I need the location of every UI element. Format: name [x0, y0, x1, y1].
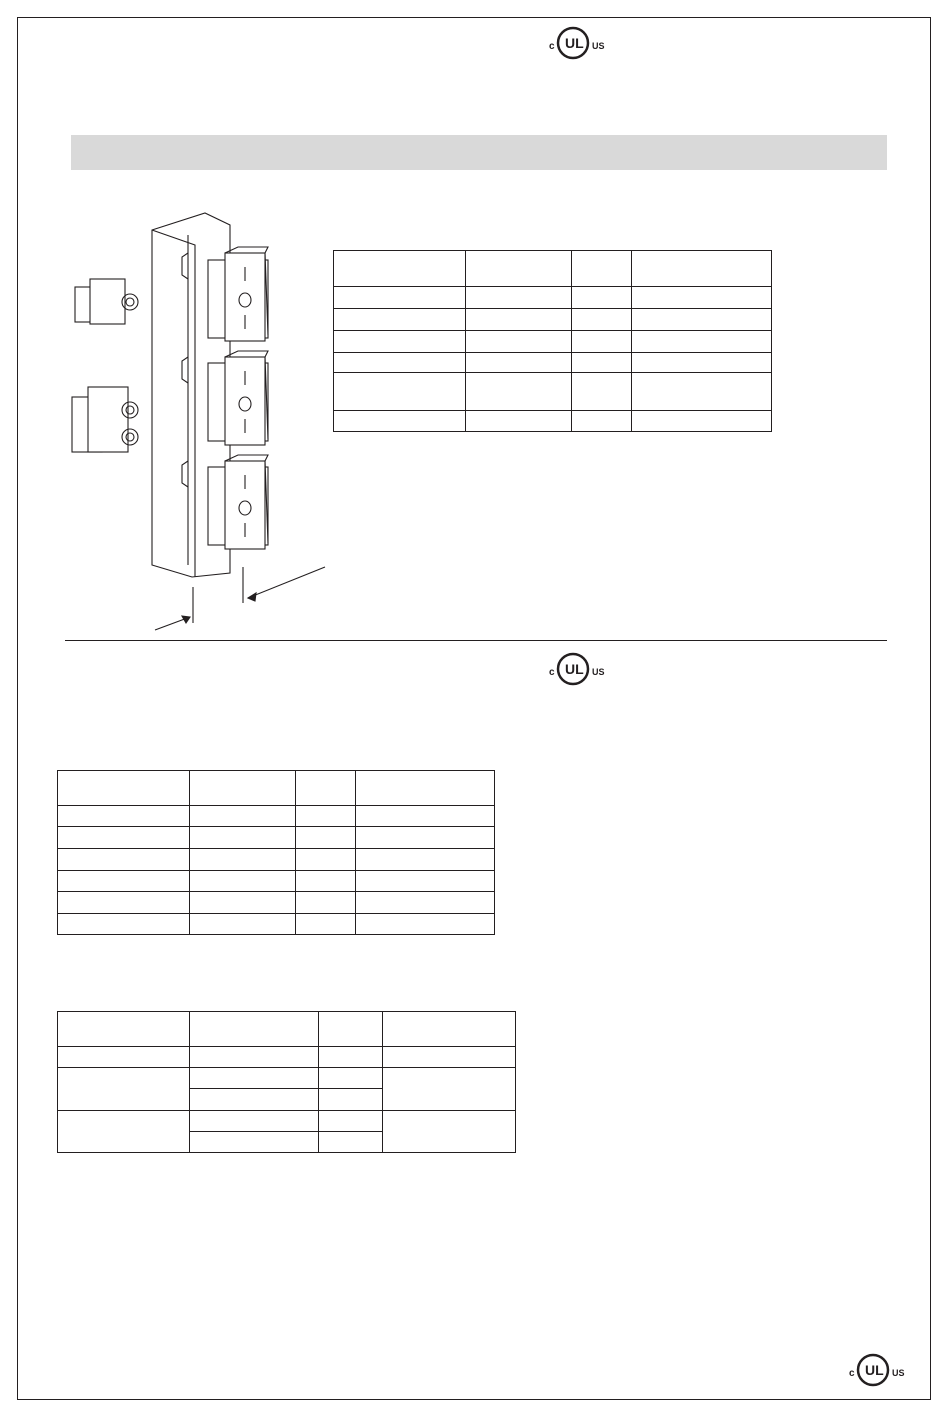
table-cell	[190, 771, 296, 806]
table-cell	[296, 849, 356, 871]
table-cell	[190, 1089, 319, 1111]
table-cell	[334, 331, 466, 353]
table-cell	[190, 849, 296, 871]
ul-certification-mark-top	[545, 25, 615, 61]
table-cell	[466, 331, 572, 353]
table-cell	[319, 1089, 383, 1111]
c-label: c	[849, 1368, 855, 1379]
table-cell	[383, 1047, 516, 1068]
table-cell	[58, 892, 190, 914]
table-cell	[334, 373, 466, 411]
table-cell	[296, 892, 356, 914]
table-cell	[632, 251, 772, 287]
table-cell	[190, 871, 296, 892]
table-cell	[190, 1012, 319, 1047]
table-cell	[319, 1012, 383, 1047]
table-cell	[319, 1068, 383, 1089]
table-cell	[190, 892, 296, 914]
table-cell-merged	[58, 1111, 190, 1153]
fuse-holder-1	[208, 247, 268, 341]
table-cell	[296, 806, 356, 827]
table-cell	[572, 331, 632, 353]
table-cell	[572, 251, 632, 287]
table-cell	[572, 373, 632, 411]
table-cell	[319, 1047, 383, 1068]
table-cell	[466, 287, 572, 309]
table-cell	[356, 771, 495, 806]
table-cell	[466, 309, 572, 331]
table-cell	[356, 849, 495, 871]
us-label: US	[892, 1368, 905, 1378]
table-cell	[334, 251, 466, 287]
table-cell	[334, 287, 466, 309]
table-cell-merged	[58, 1068, 190, 1111]
table-cell	[466, 411, 572, 432]
small-fuse-base-1	[75, 279, 138, 324]
table-cell	[356, 871, 495, 892]
us-label: US	[592, 41, 605, 51]
table-cell	[190, 1068, 319, 1089]
table-cell	[572, 353, 632, 373]
fuse-holder-2	[208, 351, 268, 445]
table-cell	[58, 1047, 190, 1068]
table-cell	[334, 309, 466, 331]
table-cell	[190, 1111, 319, 1132]
us-label: US	[592, 667, 605, 677]
c-label: c	[549, 41, 555, 52]
table-cell	[572, 411, 632, 432]
table-cell	[334, 411, 466, 432]
table-cell	[319, 1132, 383, 1153]
ul-letters: UL	[565, 35, 584, 51]
table-cell	[190, 1047, 319, 1068]
top-right-table	[333, 250, 772, 432]
section-header-bar	[71, 135, 887, 170]
table-cell	[334, 353, 466, 373]
bottom-table	[57, 1011, 516, 1153]
table-cell	[356, 892, 495, 914]
table-cell	[319, 1111, 383, 1132]
table-cell	[190, 914, 296, 935]
fuse-holder-3	[208, 455, 268, 549]
middle-table	[57, 770, 495, 935]
table-cell	[58, 871, 190, 892]
ul-letters: UL	[565, 661, 584, 677]
table-cell	[296, 914, 356, 935]
table-cell	[58, 771, 190, 806]
ul-certification-mark-middle	[545, 651, 615, 687]
table-cell	[356, 914, 495, 935]
table-cell	[58, 1012, 190, 1047]
table-cell	[632, 287, 772, 309]
table-cell	[466, 251, 572, 287]
table-cell	[632, 309, 772, 331]
table-cell	[190, 827, 296, 849]
table-cell	[58, 849, 190, 871]
table-cell	[466, 353, 572, 373]
table-cell	[356, 806, 495, 827]
table-cell	[572, 309, 632, 331]
c-label: c	[549, 667, 555, 678]
table-cell	[190, 1132, 319, 1153]
table-cell	[296, 771, 356, 806]
table-cell	[296, 871, 356, 892]
ul-certification-mark-bottom	[845, 1352, 915, 1388]
table-cell	[632, 331, 772, 353]
table-cell	[58, 806, 190, 827]
table-cell	[466, 373, 572, 411]
section-divider	[65, 640, 887, 641]
table-cell	[356, 827, 495, 849]
table-cell	[58, 914, 190, 935]
fuse-holder-assembly-illustration	[60, 205, 340, 635]
table-cell	[296, 827, 356, 849]
ul-letters: UL	[865, 1362, 884, 1378]
small-fuse-base-2	[72, 387, 138, 452]
table-cell	[632, 353, 772, 373]
table-cell	[383, 1012, 516, 1047]
table-cell-merged	[383, 1111, 516, 1153]
table-cell	[190, 806, 296, 827]
table-cell	[632, 411, 772, 432]
table-cell	[632, 373, 772, 411]
table-cell	[572, 287, 632, 309]
table-cell-merged	[383, 1068, 516, 1111]
table-cell	[58, 827, 190, 849]
